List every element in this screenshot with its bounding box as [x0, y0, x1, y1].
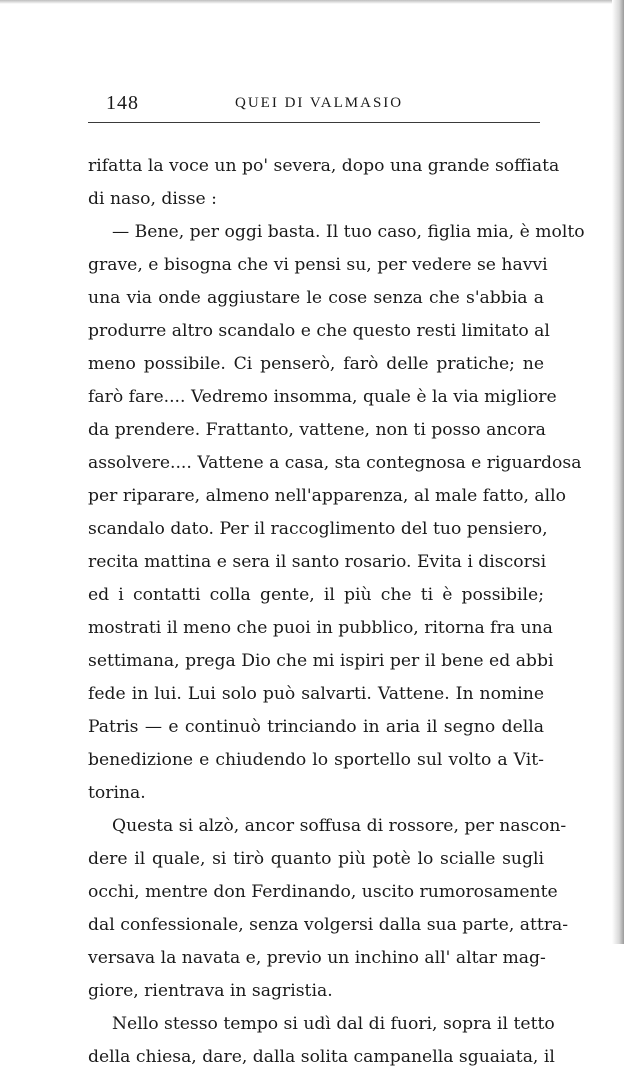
- text-line: dal confessionale, senza volgersi dalla sua parte, attra-: [88, 915, 569, 935]
- text-line: Patris — e continuò trinciando in aria il segno della: [88, 717, 544, 737]
- text-line: grave, e bisogna che vi pensi su, per vedere se havvi: [88, 255, 548, 275]
- text-line: occhi, mentre don Ferdinando, uscito rumorosamente: [88, 882, 558, 902]
- text-line: per riparare, almeno nell'apparenza, al male fatto, allo: [88, 486, 567, 506]
- text-line: rifatta la voce un po' severa, dopo una grande soffiata: [88, 156, 560, 176]
- text-line: torina.: [88, 783, 146, 803]
- text-line: ed i contatti colla gente, il più che ti è possibile;: [88, 585, 544, 605]
- text-line: recita mattina e sera il santo rosario. Evita i discorsi: [88, 552, 547, 572]
- text-line: versava la navata e, previo un inchino all' altar mag-: [88, 948, 546, 968]
- text-line: Nello stesso tempo si udì dal di fuori, sopra il tetto: [112, 1014, 555, 1034]
- page-number: 148: [106, 92, 139, 114]
- text-line: della chiesa, dare, dalla solita campanella sguaiata, il: [88, 1047, 555, 1067]
- text-line: assolvere.... Vattene a casa, sta contegnosa e riguardosa: [88, 453, 582, 473]
- text-line: Questa si alzò, ancor soffusa di rossore, per nascon-: [112, 816, 567, 836]
- text-line: farò fare.... Vedremo insomma, quale è la via migliore: [88, 387, 557, 407]
- page-right-edge: [612, 0, 624, 944]
- text-line: una via onde aggiustare le cose senza che s'abbia a: [88, 288, 544, 308]
- header-rule: [88, 122, 540, 123]
- text-line: scandalo dato. Per il raccoglimento del tuo pensiero,: [88, 519, 548, 539]
- text-line: settimana, prega Dio che mi ispiri per il bene ed abbi: [88, 651, 554, 671]
- page-top-edge: [0, 0, 624, 4]
- text-line: da prendere. Frattanto, vattene, non ti posso ancora: [88, 420, 546, 440]
- text-line: produrre altro scandalo e che questo resti limitato al: [88, 321, 550, 341]
- text-line: mostrati il meno che puoi in pubblico, ritorna fra una: [88, 618, 553, 638]
- text-line: giore, rientrava in sagristia.: [88, 981, 333, 1001]
- text-line: benedizione e chiudendo lo sportello sul volto a Vit-: [88, 750, 544, 770]
- body-text: [88, 150, 585, 1074]
- running-header: [88, 88, 540, 118]
- text-line: di naso, disse :: [88, 189, 217, 209]
- text-line: dere il quale, si tirò quanto più potè lo scialle sugli: [88, 849, 544, 869]
- text-line: meno possibile. Ci penserò, farò delle pratiche; ne: [88, 354, 544, 374]
- text-line: fede in lui. Lui solo può salvarti. Vattene. In nomine: [88, 684, 544, 704]
- text-line: — Bene, per oggi basta. Il tuo caso, figlia mia, è molto: [112, 222, 585, 242]
- running-title: QUEI DI VALMASIO: [235, 95, 404, 111]
